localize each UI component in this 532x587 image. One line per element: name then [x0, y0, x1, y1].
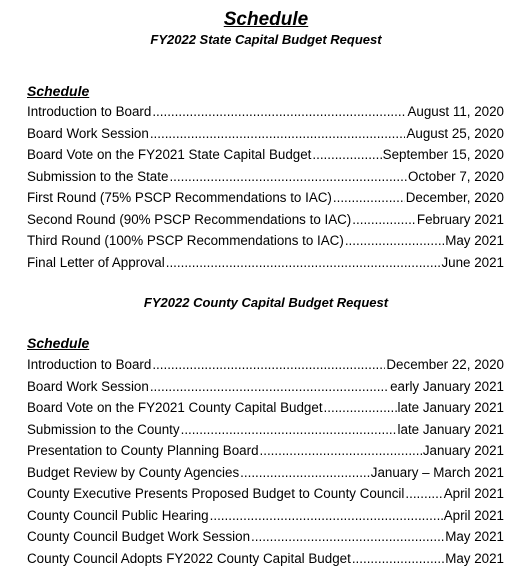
dot-leader [345, 230, 444, 252]
schedule-item-date: April 2021 [443, 507, 504, 523]
dot-leader [152, 354, 385, 376]
dot-leader [210, 505, 443, 527]
dot-leader [333, 187, 405, 209]
schedule-item-date: August 25, 2020 [406, 125, 504, 141]
state-schedule-list [27, 101, 504, 273]
schedule-item-date: December 22, 2020 [386, 357, 504, 372]
document-title: Schedule [223, 9, 309, 30]
schedule-item-label: Board Work Session [27, 125, 149, 141]
schedule-item-date: August 11, 2020 [407, 104, 504, 119]
schedule-item-date: late January 2021 [397, 421, 504, 437]
schedule-item-date: May 2021 [445, 233, 504, 248]
county-schedule-row [27, 397, 504, 419]
schedule-item-label: Introduction to Board [27, 357, 152, 372]
county-schedule-row [27, 376, 504, 398]
schedule-item-date: May 2021 [445, 550, 504, 566]
schedule-item-date: January – March 2021 [370, 464, 504, 480]
county-schedule-row [27, 354, 504, 376]
schedule-item-label: Board Work Session [27, 378, 149, 394]
schedule-item-label: First Round (75% PSCP Recommendations to IAC) [27, 190, 332, 205]
state-schedule-row [27, 166, 504, 188]
schedule-item-label: County Council Public Hearing [27, 507, 209, 523]
schedule-item-label: County Council Adopts FY2022 County Capital Budget [27, 550, 351, 566]
schedule-item-label: Board Vote on the FY2021 State Capital Budget [27, 147, 312, 162]
county-budget-heading: FY2022 County Capital Budget Request [143, 295, 389, 310]
schedule-item-label: Third Round (100% PSCP Recommendations to IAC) [27, 233, 344, 248]
county-schedule-row [27, 440, 504, 462]
state-budget-heading: FY2022 State Capital Budget Request [150, 32, 382, 47]
dot-leader [240, 462, 370, 484]
dot-leader [324, 397, 397, 419]
schedule-item-date: late January 2021 [397, 400, 504, 415]
county-schedule-row [27, 419, 504, 441]
county-schedule-label: Schedule [27, 335, 90, 351]
county-schedule-row [27, 462, 504, 484]
schedule-item-date: early January 2021 [390, 378, 504, 394]
dot-leader [152, 101, 406, 123]
schedule-item-date: May 2021 [445, 529, 504, 544]
state-schedule-row [27, 252, 504, 274]
county-schedule-row [27, 483, 504, 505]
dot-leader [251, 526, 444, 548]
state-schedule-row [27, 209, 504, 231]
dot-leader [169, 166, 407, 188]
state-schedule-row [27, 230, 504, 252]
dot-leader [312, 144, 381, 166]
dot-leader [150, 376, 389, 398]
schedule-item-date: September 15, 2020 [382, 147, 504, 162]
schedule-item-date: January 2021 [422, 443, 504, 458]
schedule-item-label: Introduction to Board [27, 104, 152, 119]
state-schedule-row [27, 144, 504, 166]
schedule-item-label: Budget Review by County Agencies [27, 464, 240, 480]
schedule-item-label: Presentation to County Planning Board [27, 443, 259, 458]
schedule-item-date: February 2021 [416, 211, 504, 227]
schedule-item-label: Submission to the County [27, 421, 180, 437]
schedule-item-label: Final Letter of Approval [27, 254, 165, 270]
schedule-item-label: Second Round (90% PSCP Recommendations to IAC) [27, 211, 352, 227]
county-schedule-row [27, 548, 504, 570]
dot-leader [166, 252, 441, 274]
state-schedule-row [27, 101, 504, 123]
state-schedule-label: Schedule [27, 83, 90, 99]
dot-leader [150, 123, 406, 145]
schedule-item-label: County Council Budget Work Session [27, 529, 251, 544]
state-schedule-row [27, 187, 504, 209]
schedule-item-label: Submission to the State [27, 168, 169, 184]
dot-leader [181, 419, 397, 441]
schedule-item-date: October 7, 2020 [407, 168, 504, 184]
dot-leader [352, 548, 444, 570]
dot-leader [405, 483, 442, 505]
schedule-item-date: April 2021 [443, 486, 504, 501]
schedule-item-date: June 2021 [441, 254, 504, 270]
county-schedule-row [27, 526, 504, 548]
schedule-item-label: County Executive Presents Proposed Budget to County Council [27, 486, 405, 501]
state-schedule-row [27, 123, 504, 145]
county-schedule-row [27, 505, 504, 527]
county-schedule-list [27, 354, 504, 569]
schedule-item-label: Board Vote on the FY2021 County Capital Budget [27, 400, 323, 415]
dot-leader [352, 209, 416, 231]
schedule-item-date: December, 2020 [405, 190, 504, 205]
dot-leader [260, 440, 422, 462]
